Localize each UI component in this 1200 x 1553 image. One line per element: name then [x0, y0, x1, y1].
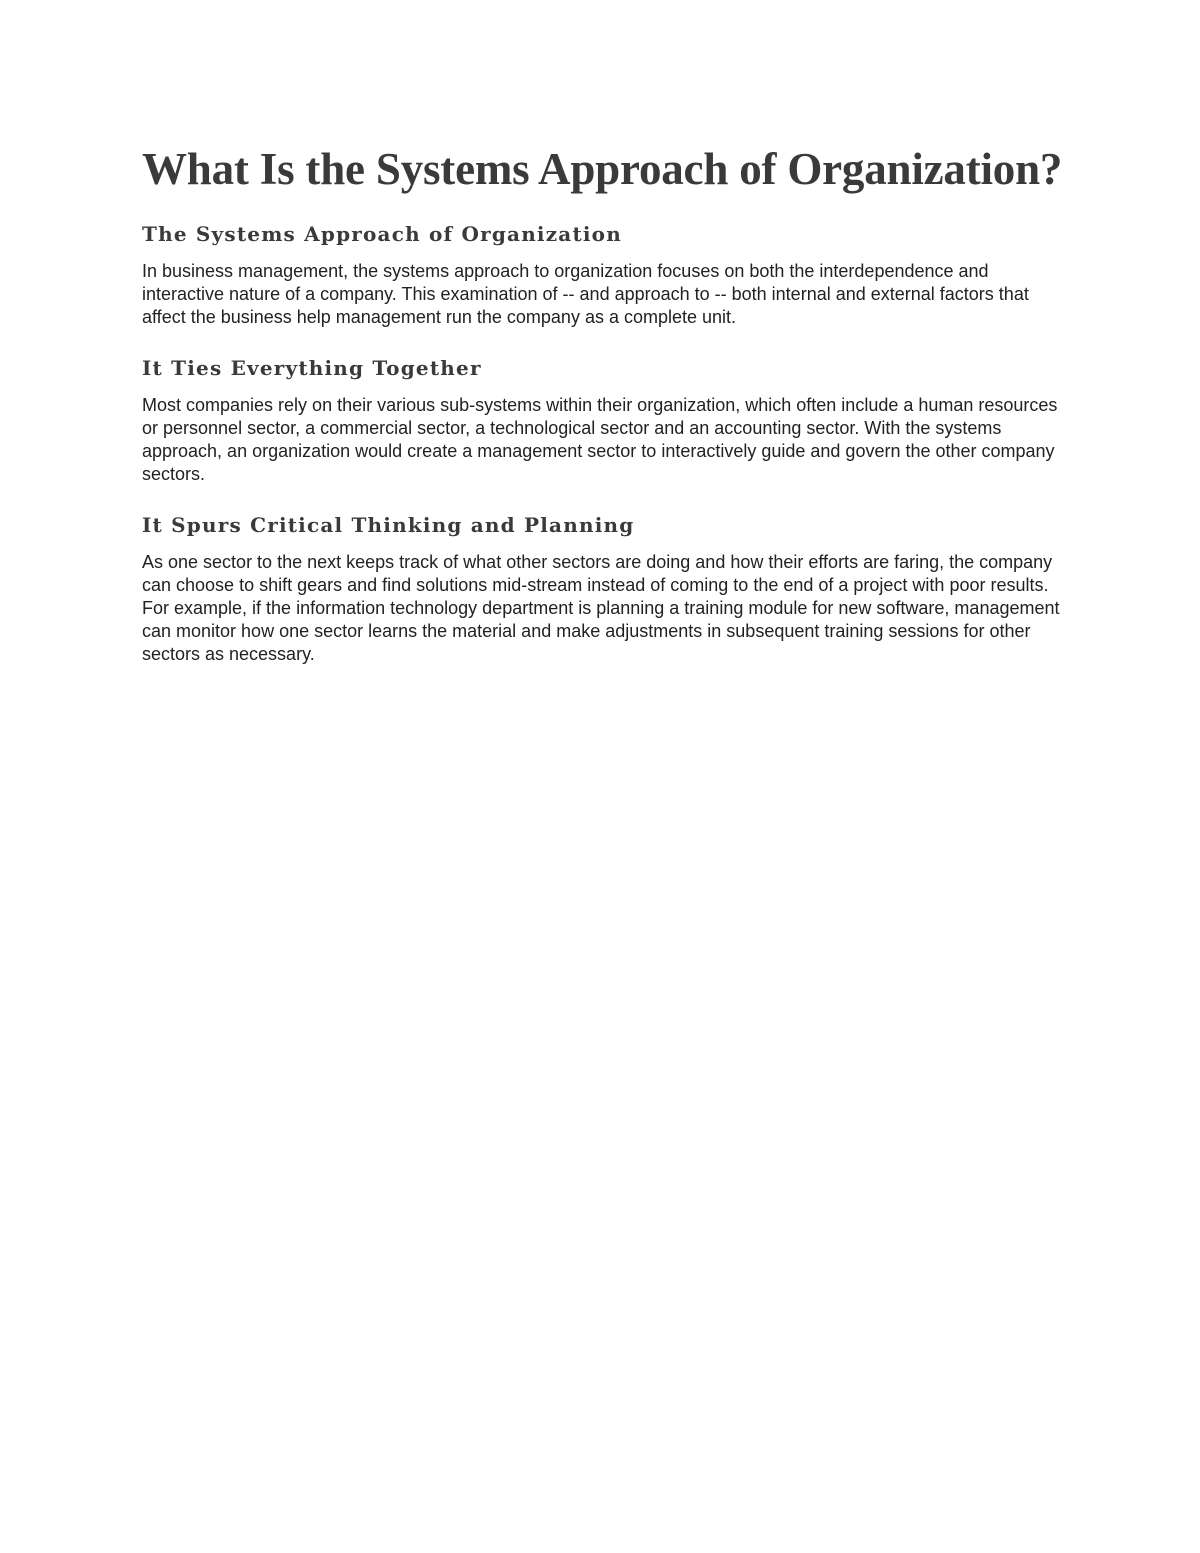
section-paragraph: As one sector to the next keeps track of what other sectors are doing and how their efforts are faring, the company can choose to shift gears and find solutions mid-stream instead of coming to the end of a project with poor results. For example, if the information technology department is planning a training module for new software, management can monitor how one sector learns the material and make adjustments in subsequent training sessions for other sectors as necessary. — [142, 552, 1060, 664]
section-heading: The Systems Approach of Organization — [142, 222, 622, 246]
document-title: What Is the Systems Approach of Organization? — [142, 144, 1063, 194]
section-heading: It Ties Everything Together — [142, 356, 482, 380]
document-content — [142, 142, 1067, 692]
section-critical-thinking — [142, 512, 1067, 666]
section-paragraph: Most companies rely on their various sub-systems within their organization, which often include a human resources or personnel sector, a commercial sector, a technological sector and an accounting sector. With the systems approach, an organization would create a management sector to interactively guide and govern the other company sectors. — [142, 395, 1058, 484]
section-ties-everything-together — [142, 355, 1067, 486]
section-heading: It Spurs Critical Thinking and Planning — [142, 513, 635, 537]
section-paragraph: In business management, the systems approach to organization focuses on both the interdependence and interactive nature of a company. This examination of -- and approach to -- both internal and external factors that affect the business help management run the company as a complete unit. — [142, 261, 1029, 327]
section-systems-approach — [142, 221, 1067, 329]
